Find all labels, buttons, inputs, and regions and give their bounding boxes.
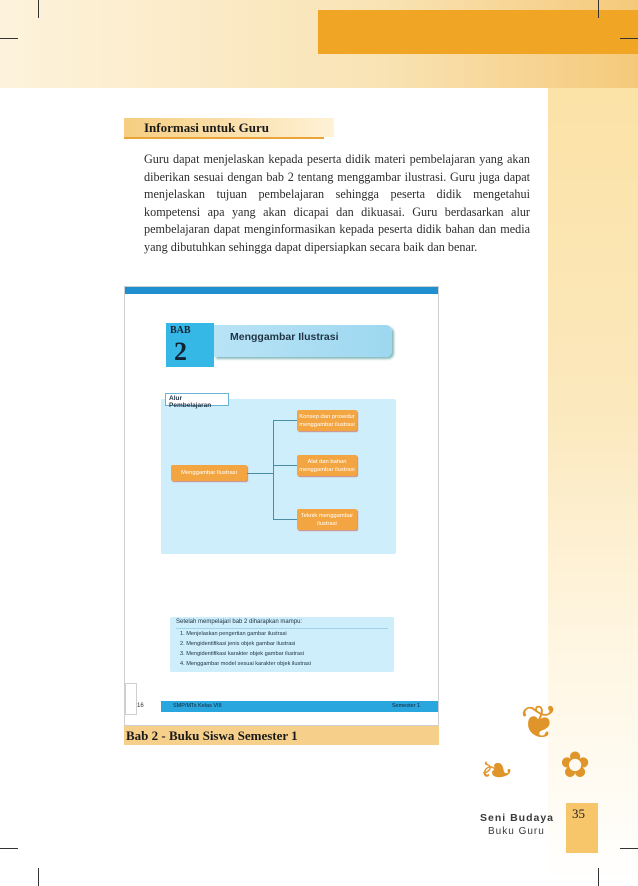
- learning-flow-diagram: [161, 399, 396, 554]
- objective-item: 4. Menggambar model sesuai karakter objek ilustrasi: [180, 661, 311, 667]
- flow-branch-label: Teknik menggambar ilustrasi: [300, 512, 354, 527]
- info-header: [124, 118, 334, 137]
- crop-mark: [598, 0, 599, 18]
- chapter-title: Menggambar Ilustrasi: [230, 331, 339, 343]
- book-footer-left: SMP/MTs Kelas VIII: [173, 703, 222, 709]
- student-book-page-thumbnail: [124, 286, 439, 726]
- chapter-title-box: [214, 325, 392, 357]
- objective-item: 3. Mengidentifikasi karakter objek gambar ilustrasi: [180, 651, 305, 657]
- page-number: 35: [572, 806, 585, 821]
- flow-branch-node: [297, 455, 357, 476]
- objective-item: 2. Mengidentifikasi jenis objek gambar ilustrasi: [180, 641, 296, 647]
- ornament-icon: ✿: [560, 745, 591, 785]
- book-top-bar: [125, 287, 438, 294]
- decorative-orange-banner: [318, 10, 638, 54]
- info-header-underline: [124, 137, 324, 139]
- book-footer-band: [161, 701, 438, 712]
- flow-root-label: Menggambar Ilustrasi: [181, 470, 237, 476]
- book-page-tab: [125, 683, 137, 715]
- crop-mark: [598, 868, 599, 886]
- alur-pembelajaran-tag: Alur Pembelajaran: [165, 393, 229, 406]
- crop-mark: [620, 38, 638, 39]
- figure-caption-text: Bab 2 - Buku Siswa Semester 1: [126, 728, 298, 743]
- flow-connector: [273, 465, 297, 466]
- flow-branch-label: Konsep dan prosedur menggambar ilustrasi: [299, 413, 355, 428]
- crop-mark: [38, 0, 39, 18]
- flow-connector: [273, 519, 297, 520]
- ornament-icon: ❦: [520, 697, 559, 748]
- learning-objectives-box: [170, 617, 394, 672]
- bab-label: BAB: [170, 325, 191, 336]
- objectives-title: Setelah mempelajari bab 2 diharapkan mampu:: [176, 619, 303, 625]
- flow-connector: [247, 473, 273, 474]
- info-header-text: Informasi untuk Guru: [144, 120, 269, 135]
- crop-mark: [0, 848, 18, 849]
- flow-branch-node: [297, 410, 357, 431]
- book-page-number: 16: [137, 703, 144, 709]
- flow-branch-node: [297, 509, 357, 530]
- footer-subject: Seni Budaya: [480, 812, 555, 824]
- figure-caption: [124, 726, 439, 745]
- flow-connector: [273, 420, 297, 421]
- crop-mark: [0, 38, 18, 39]
- crop-mark: [38, 868, 39, 886]
- flow-connector: [273, 420, 274, 520]
- info-paragraph: Guru dapat menjelaskan kepada peserta didik materi pembelajaran yang akan diberikan sesuai dengan bab 2 tentang menggambar ilustrasi. Guru juga dapat menjelaskan tujuan pembelajaran sehingga peserta didik mengetahui kompetensi apa yang akan dicapai dan dikuasai. Guru berdasarkan alur pembelajaran dapat menginformasikan kepada peserta didik bahan dan media yang dibutuhkan sehingga dapat dipersiapkan secara baik dan benar.: [144, 152, 530, 254]
- bab-number: 2: [174, 337, 187, 366]
- flow-root-node: [171, 465, 247, 481]
- objectives-divider: [176, 628, 388, 629]
- book-footer-right: Semester 1: [391, 703, 420, 709]
- ornament-icon: ❧: [480, 748, 514, 793]
- objective-item: 1. Menjelaskan pengertian gambar ilustrasi: [180, 631, 287, 637]
- footer-book-type: Buku Guru: [488, 826, 545, 837]
- crop-mark: [620, 848, 638, 849]
- flow-branch-label: Alat dan bahan menggambar ilustrasi: [299, 458, 355, 473]
- bab-badge: [166, 323, 214, 367]
